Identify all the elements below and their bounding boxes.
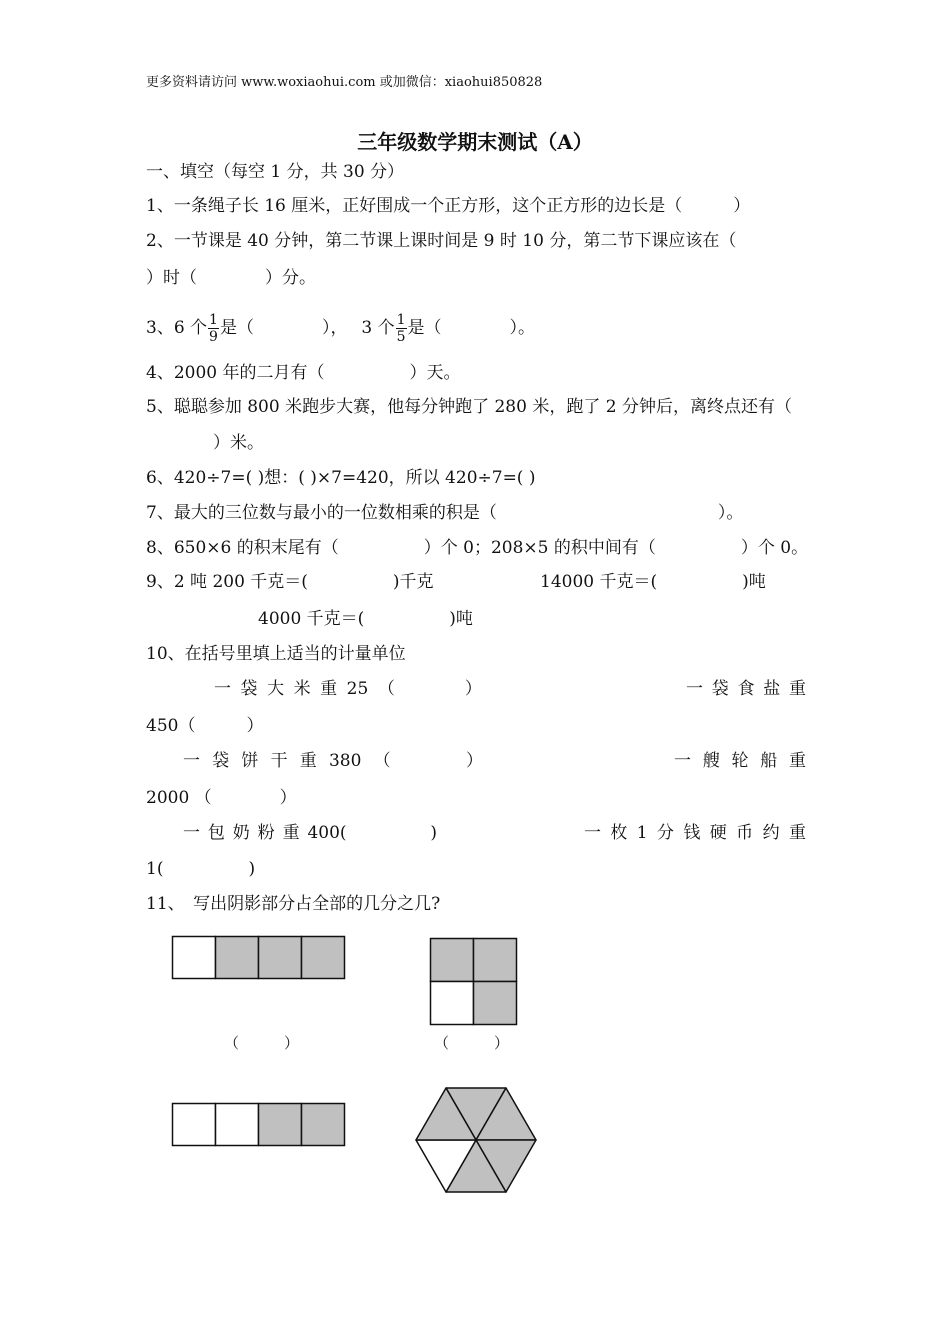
text-char	[403, 753, 454, 770]
question-9-part-2: 14000 千克＝( )吨	[540, 572, 766, 592]
text-char: ）	[465, 751, 483, 771]
square-cell	[474, 939, 517, 982]
page-title: 三年级数学期末测试（A）	[357, 130, 593, 154]
text-char: 船	[760, 751, 778, 771]
square-cell	[431, 939, 474, 982]
text-char: 袋	[240, 679, 258, 699]
page-header: 更多资料请访问 www.woxiaohui.com 或加微信：xiaohui850828	[146, 75, 543, 90]
bar-cell	[259, 1104, 302, 1146]
text-char: 币	[736, 823, 754, 843]
question-1: 1、一条绳子长 16 厘米，正好围成一个正方形，这个正方形的边长是（ ）	[146, 196, 751, 216]
question-3-middle: 是（ ）， 3 个	[219, 318, 395, 338]
question-10-row-1b	[686, 681, 806, 698]
answer-blank-1: （ ）	[224, 1034, 300, 1052]
question-2-line-1: 2、一节课是 40 分钟，第二节课上课时间是 9 时 10 分，第二节下课应该在（	[146, 231, 737, 251]
text-char: 分	[657, 823, 674, 843]
text-char: 一	[183, 823, 200, 843]
question-10-row-3b	[584, 825, 806, 842]
text-char: 1	[636, 823, 648, 843]
question-5-line-2: ）米。	[213, 433, 264, 453]
text-char: 包	[207, 823, 225, 843]
text-char: 盐	[763, 679, 781, 699]
bar-cell	[173, 937, 216, 979]
text-char: 硬	[709, 823, 727, 843]
answer-blank-2: （ ）	[434, 1034, 510, 1052]
bar-cell	[302, 937, 345, 979]
question-10-heading: 10、在括号里填上适当的计量单位	[146, 644, 406, 664]
text-char: 袋	[212, 751, 230, 771]
figure-bar-2	[171, 1102, 347, 1147]
question-5-line-1: 5、聪聪参加 800 米跑步大赛，他每分钟跑了 280 米，跑了 2 分钟后，离终点还有（	[146, 397, 792, 417]
text-char: 重	[789, 679, 806, 699]
square-cell	[431, 982, 474, 1025]
question-9-part-3: 4000 千克＝( )吨	[258, 609, 473, 629]
question-10-row-1a	[214, 681, 482, 698]
text-char: 轮	[731, 751, 749, 771]
text-char: 一	[674, 751, 691, 771]
question-10-row-2c: 2000 （ ）	[146, 788, 297, 808]
question-10-row-2a	[183, 753, 483, 770]
fraction-numerator: 1	[396, 312, 406, 328]
question-7: 7、最大的三位数与最小的一位数相乘的积是（ ）。	[146, 503, 744, 523]
fraction-one-fifth	[396, 313, 407, 344]
text-char: 粉	[257, 823, 275, 843]
text-char: 钱	[683, 823, 701, 843]
fraction-denominator: 9	[209, 329, 218, 345]
text-char: 艘	[702, 751, 720, 771]
text-char: 枚	[610, 823, 628, 843]
text-char: 重	[320, 679, 338, 699]
question-10-row-3a	[183, 825, 437, 842]
text-char: 一	[183, 751, 200, 771]
text-char: 袋	[711, 679, 729, 699]
text-char: 重	[788, 823, 806, 843]
fraction-numerator: 1	[209, 312, 218, 328]
bar-cell	[302, 1104, 345, 1146]
bar-cell	[216, 937, 259, 979]
question-6: 6、420÷7=( )想：( )×7=420，所以 420÷7=( )	[146, 468, 536, 488]
question-8: 8、650×6 的积末尾有（ ）个 0；208×5 的积中间有（ ）个 0。	[146, 538, 809, 558]
text-char: 干	[270, 751, 288, 771]
text-char: 重	[282, 823, 300, 843]
question-3	[146, 308, 535, 348]
text-char: （	[377, 679, 395, 699]
text-char: （	[373, 751, 391, 771]
bar-cell	[173, 1104, 216, 1146]
figure-hexagon	[414, 1086, 538, 1194]
question-2-line-2: ）时（ ）分。	[146, 268, 316, 288]
bar-cell	[259, 937, 302, 979]
question-3-prefix: 3、6 个	[146, 318, 208, 338]
question-10-row-3c: 1( )	[146, 859, 256, 879]
text-char: 380	[328, 751, 362, 771]
question-9-part-1: 9、2 吨 200 千克＝( )千克	[146, 572, 434, 592]
text-char: 奶	[232, 823, 250, 843]
text-char: 大	[267, 679, 285, 699]
question-10-row-2b	[674, 753, 806, 770]
question-3-suffix: 是（ ）。	[407, 318, 536, 338]
text-char: 400(	[307, 823, 347, 843]
text-char: 重	[299, 751, 317, 771]
text-char: 25	[346, 679, 369, 699]
text-char	[404, 681, 455, 698]
square-cell	[474, 982, 517, 1025]
text-char: 一	[584, 823, 601, 843]
figure-bar-1	[171, 935, 347, 980]
text-char: 饼	[241, 751, 259, 771]
question-11-heading: 11、 写出阴影部分占全部的几分之几?	[146, 894, 441, 914]
figure-square	[429, 937, 519, 1026]
text-char: ）	[464, 679, 482, 699]
text-char: 重	[789, 751, 806, 771]
section-heading: 一、填空（每空 1 分，共 30 分）	[146, 162, 405, 182]
question-10-row-1c: 450（ ）	[146, 716, 264, 736]
text-char	[354, 825, 422, 842]
bar-cell	[216, 1104, 259, 1146]
text-char: 食	[737, 679, 755, 699]
text-char: 米	[293, 679, 311, 699]
question-4: 4、2000 年的二月有（ ）天。	[146, 363, 461, 383]
text-char: )	[430, 823, 437, 843]
text-char: 约	[762, 823, 780, 843]
fraction-one-ninth	[208, 313, 219, 344]
text-char: 一	[686, 679, 703, 699]
fraction-denominator: 5	[396, 329, 406, 345]
text-char: 一	[214, 679, 231, 699]
